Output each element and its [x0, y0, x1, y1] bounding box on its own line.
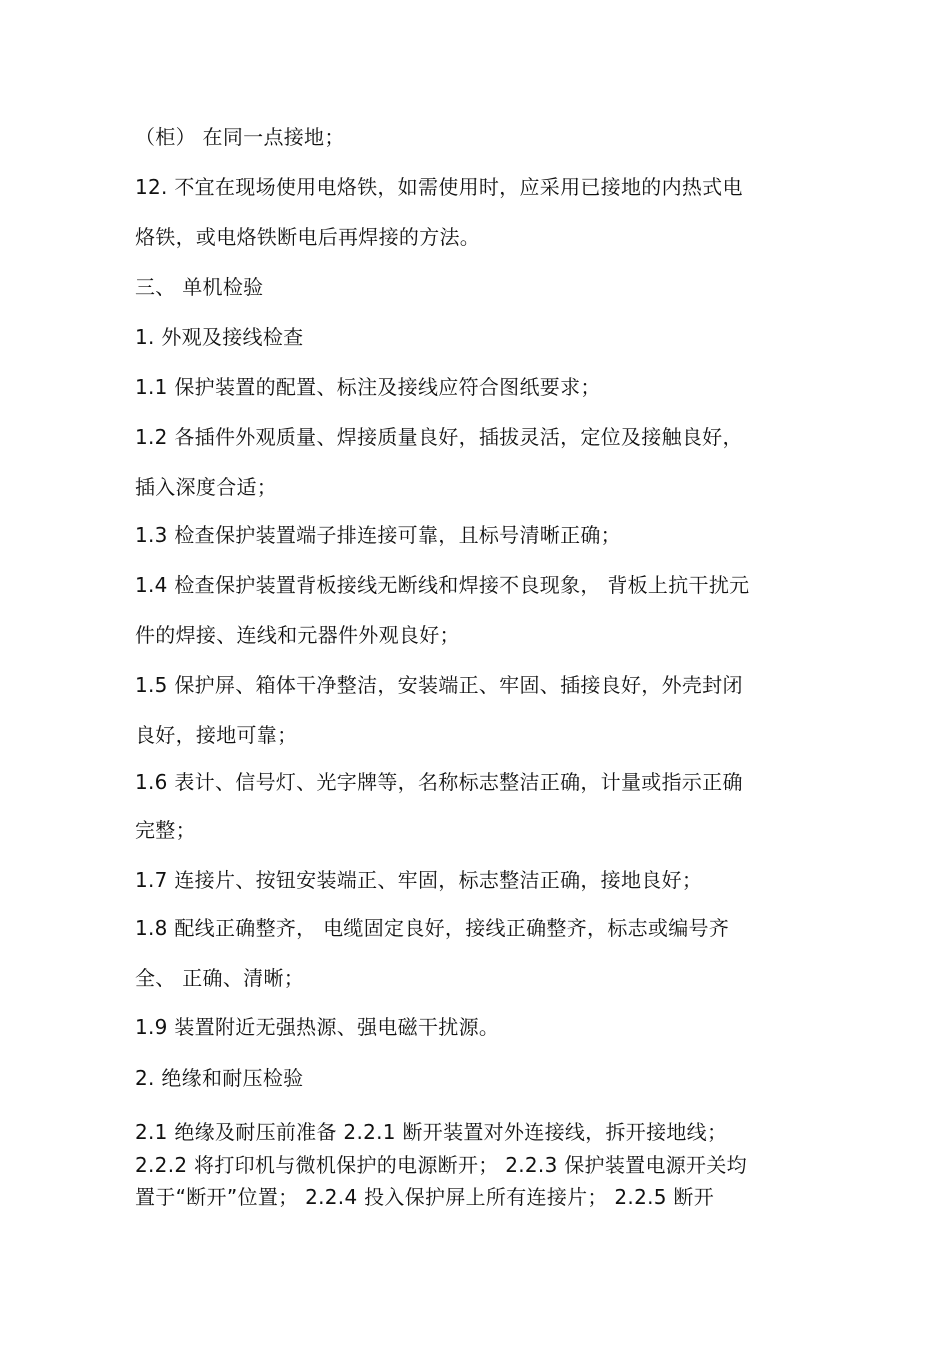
text-line-12: 1.5 保护屏、箱体干净整洁，安装端正、牢固、插接良好，外壳封闭: [135, 673, 743, 697]
text-line-16: 1.7 连接片、按钮安装端正、牢固，标志整洁正确，接地良好；: [135, 868, 703, 892]
text-line-2: 12. 不宜在现场使用电烙铁，如需使用时，应采用已接地的内热式电: [135, 175, 743, 199]
text-line-18: 全、 正确、清晰；: [135, 966, 305, 990]
section-heading: 三、 单机检验: [135, 275, 264, 299]
text-line-11: 件的焊接、连线和元器件外观良好；: [135, 623, 460, 647]
text-line-13: 良好，接地可靠；: [135, 723, 298, 747]
text-line-7: 1.2 各插件外观质量、焊接质量良好，插拔灵活，定位及接触良好，: [135, 425, 743, 449]
text-line-8: 插入深度合适；: [135, 475, 278, 499]
text-line-21: 2.1 绝缘及耐压前准备 2.2.1 断开装置对外连接线，拆开接地线；: [135, 1120, 728, 1144]
text-line-1: （柜） 在同一点接地；: [135, 125, 345, 149]
text-line-15: 完整；: [135, 818, 196, 842]
text-line-17: 1.8 配线正确整齐， 电缆固定良好，接线正确整齐，标志或编号齐: [135, 916, 730, 940]
text-line-6: 1.1 保护装置的配置、标注及接线应符合图纸要求；: [135, 375, 601, 399]
text-line-10: 1.4 检查保护装置背板接线无断线和焊接不良现象， 背板上抗干扰元: [135, 573, 750, 597]
subsection-heading-2: 2. 绝缘和耐压检验: [135, 1066, 304, 1090]
subsection-heading-1: 1. 外观及接线检查: [135, 325, 304, 349]
text-line-14: 1.6 表计、信号灯、光字牌等，名称标志整洁正确，计量或指示正确: [135, 770, 743, 794]
text-line-22: 2.2.2 将打印机与微机保护的电源断开； 2.2.3 保护装置电源开关均: [135, 1153, 747, 1177]
text-line-3: 烙铁，或电烙铁断电后再焊接的方法。: [135, 225, 481, 249]
text-line-9: 1.3 检查保护装置端子排连接可靠，且标号清晰正确；: [135, 523, 621, 547]
text-line-23: 置于“断开”位置； 2.2.4 投入保护屏上所有连接片； 2.2.5 断开: [135, 1185, 715, 1209]
text-line-19: 1.9 装置附近无强热源、强电磁干扰源。: [135, 1015, 500, 1039]
